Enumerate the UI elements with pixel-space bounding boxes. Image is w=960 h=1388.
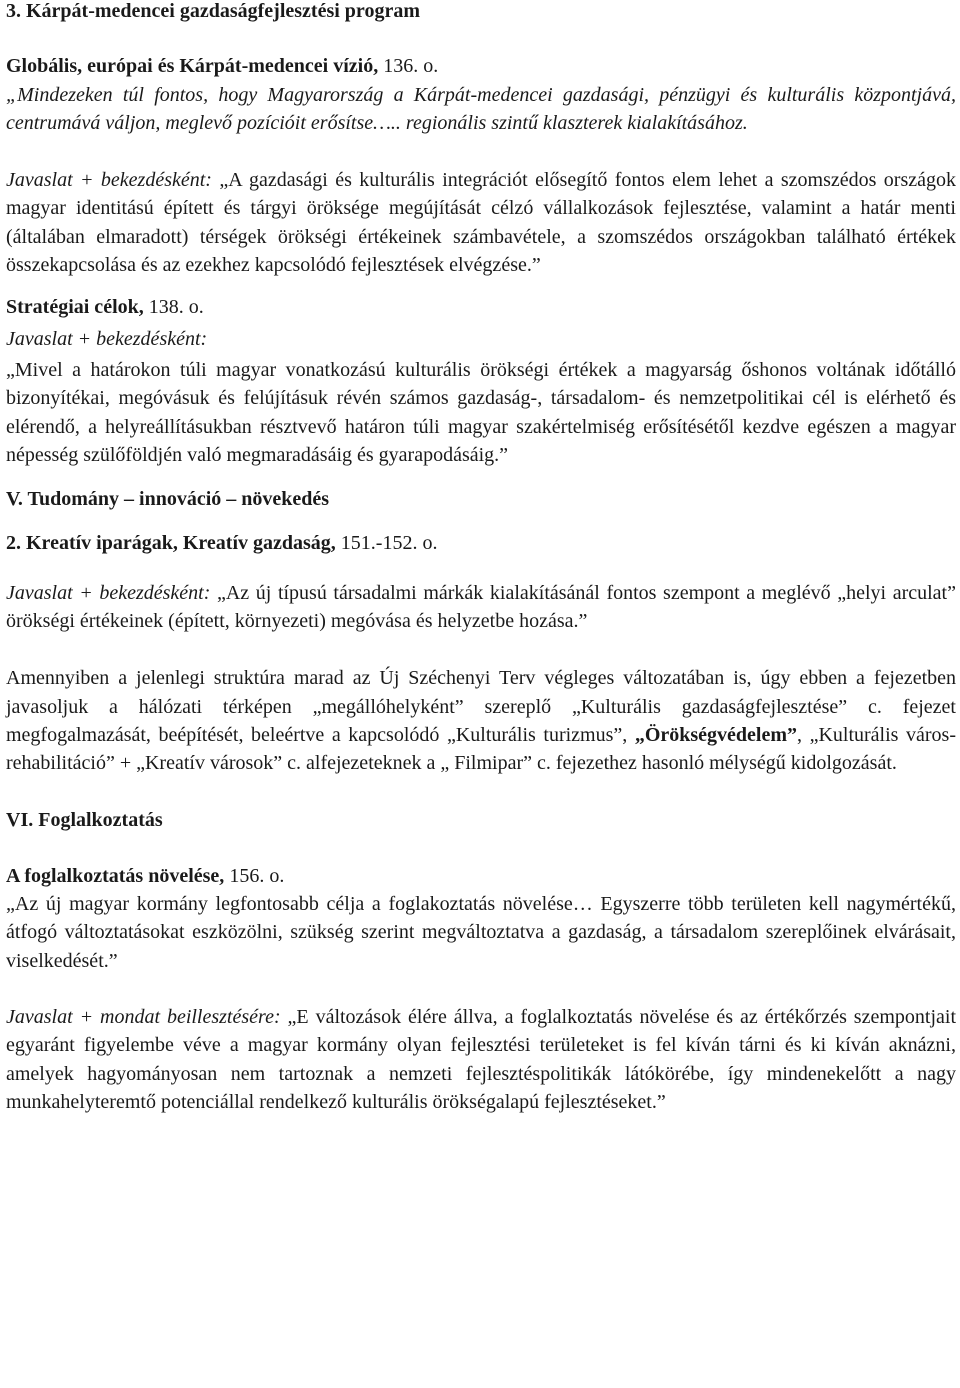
vision-quote: „Mindezeken túl fontos, hogy Magyarország a Kárpát-medencei gazdasági, pénzügyi és kulturális központjává, centrumává váljon, meglevő pozícióit erősítse….. regionális szintű klaszterek kialakításához. [6,83,956,134]
chapter-vi-title-text: VI. Foglalkoztatás [6,808,163,831]
structure-part-2: , „Kulturális város-rehabilitáció” + „Kreatív városok” c. alfejezeteknek a „ Filmipar” c. fejezethez hasonló mélységű kidolgozását. [6,723,956,775]
strategic-text: „Mivel a határokon túli magyar vonatkozású kulturális örökségi értékek a magyarság őshonos voltának időtálló bizonyítékai, megóvásuk és felújításuk révén számos gazdaság-, társadalom- és nemzetpolitikai cél is elérhető és elérendő, a helyreállításukban résztvevő határon túli magyar szakértelmiség erősítésétől kezdve egészen a magyar népesség szülőföldjén való megmaradásáig és gyarapodásáig.” [6,358,956,466]
employment-heading-page: 156. o. [224,864,285,887]
creative-heading [6,529,956,557]
employment-proposal-text: „E változások élére állva, a foglalkoztatás növelése és az értékőrzés szempontjait egyaránt figyelembe véve a magyar kormány olyan fejlesztési területeket is fel kíván tárni és ki kíván aknázni, amelyek hagyományosan nem tartoznak a nemzeti fejlesztéspolitikák látókörébe, így mindenekelőtt a nagy munkahelyteremtő potenciállal rendelkező kulturális örökségalapú fejlesztéseket.” [6,1006,957,1113]
section-title [6,0,956,25]
structure-bold-heritage: „Örökségvédelem” [634,723,798,746]
structure-part-1: Amennyiben a jelenlegi struktúra marad az Új Széchenyi Terv végleges változatában is, úgy ebben a fejezetben javasoljuk a hálózati térképen „megállóhelyként” szereplő „Kulturális gazdaságfejlesztése” c. fejezet megfogalmazását, beépítését, beleértve a kapcsolódó „Kulturális turizmus”, [6,667,956,746]
creative-heading-page: 151.-152. o. [335,532,438,555]
vision-heading-bold: Globális, európai és Kárpát-medencei vízió, [6,55,379,78]
proposal-1-text: „A gazdasági és kulturális integrációt elősegítő fontos elem lehet a szomszédos országok magyar identitású épített és tárgyi öröksége megújítását célzó vállalkozások fejlesztése, valamint a határ menti (általában elmaradott) térségek örökségi értékeinek számbavétele, a szomszédos országokban található értékek összekapcsolása és az ezekhez kapcsolódó fejlesztések elvégzése.” [6,169,957,277]
structure-paragraph [6,664,956,777]
section-title-text: 3. Kárpát-medencei gazdaságfejlesztési program [6,0,420,22]
employment-quote: „Az új magyar kormány legfontosabb célja a foglakoztatás növelése… Egyszerre több területen kell nagymértékű, átfogó változtatásokat eszközölni, szükség szerint megváltoztatva a gazdaság, a társadalom szereplőinek elvárásait, viselkedését.” [6,893,956,972]
chapter-v-title-text: V. Tudomány – innováció – növekedés [6,488,330,511]
creative-text: „Az új típusú társadalmi márkák kialakításánál fontos szempont a meglévő „helyi arculat” örökségi értékeinek (épített, környezeti) megóvása és helyzetbe hozása.” [6,581,956,633]
document-page [6,0,956,1116]
vision-heading [6,52,956,80]
chapter-vi-title [6,806,956,834]
creative-heading-bold: 2. Kreatív iparágak, Kreatív gazdaság, [6,532,336,555]
employment-heading-bold: A foglalkoztatás növelése, [6,864,225,887]
creative-label: Javaslat + bekezdésként: [6,581,211,604]
vision-heading-page: 136. o. [378,55,439,78]
strategic-heading [6,293,956,321]
employment-proposal-label: Javaslat + mondat beillesztésére: [6,1006,281,1029]
strategic-heading-page: 138. o. [143,296,204,319]
creative-paragraph [6,579,956,636]
chapter-v-title [6,485,956,513]
employment-proposal-paragraph [6,1003,956,1116]
proposal-1-paragraph [6,166,956,279]
strategic-label: Javaslat + bekezdésként: [6,327,208,350]
strategic-heading-bold: Stratégiai célok, [6,296,144,319]
employment-heading [6,862,956,890]
proposal-1-label: Javaslat + bekezdésként: [6,169,212,192]
